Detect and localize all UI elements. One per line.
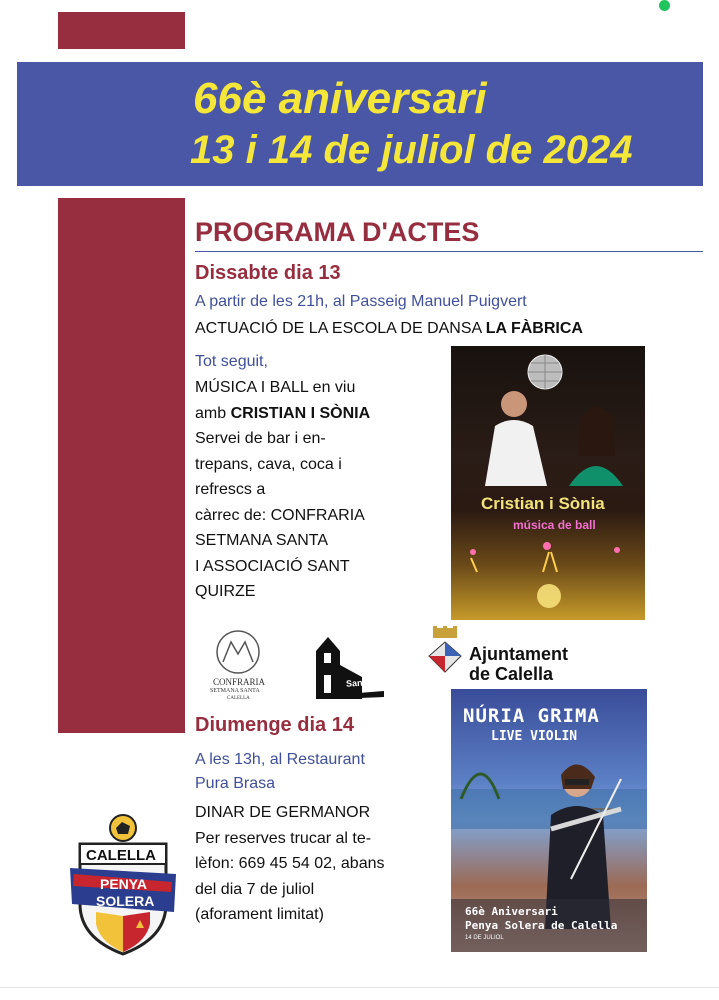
saturday-then: Tot seguit,: [195, 353, 268, 370]
sunday-lunch-block: [195, 800, 435, 928]
status-dot: [659, 0, 670, 11]
bar-line: trepans, cava, coca i: [195, 455, 342, 473]
bar-line: SETMANA SANTA: [195, 532, 329, 549]
poster2-name: NÚRIA GRIMA: [463, 705, 600, 727]
ajuntament-label: [469, 644, 568, 684]
with-line: amb CRISTIAN I SÒNIA: [195, 404, 371, 422]
confraria-sub2: CALELLA: [227, 696, 250, 701]
confraria-name: CONFRARIA: [213, 677, 266, 687]
poster1-subtitle: música de ball: [513, 518, 596, 532]
poster2-footer3: 14 DE JULIOL: [465, 935, 504, 941]
sunday-heading: Diumenge dia 14: [195, 714, 354, 736]
poster2-footer2: Penya Solera de Calella: [465, 919, 618, 932]
penya-solera-logo: [70, 812, 176, 958]
singer2-dress: [569, 466, 623, 486]
sunday-when: [195, 748, 365, 796]
church-icon: [312, 635, 387, 701]
bar-line: Servei de bar i en-: [195, 430, 326, 447]
sunday-line: del dia 7 de juliol: [195, 880, 315, 898]
penya-top: CALELLA: [86, 847, 156, 864]
banner-date: 13 i 14 de juliol de 2024: [190, 128, 633, 172]
saturday-music-block: [195, 375, 435, 605]
bar-line: càrrec de: CONFRARIA: [195, 506, 365, 524]
sunday-line: lèfon: 669 45 54 02, abans: [195, 855, 385, 872]
ajuntament-crest: [428, 626, 462, 678]
sunday-line: DINAR DE GERMANOR: [195, 804, 371, 821]
poster2-footer1: 66è Aniversari: [465, 905, 558, 918]
crest-icon: [428, 626, 462, 678]
saturday-dance-act: ACTUACIÓ DE LA ESCOLA DE DANSA LA FÀBRICA: [195, 320, 583, 337]
bar-line: QUIRZE: [195, 583, 256, 600]
ajuntament-line1: Ajuntament: [469, 644, 568, 664]
sant-quirze-logo: [312, 635, 397, 701]
left-maroon-sidebar: [58, 198, 185, 733]
penya-bottom: SOLERA: [96, 893, 155, 909]
program-title: PROGRAMA D'ACTES: [195, 217, 480, 247]
saturday-when: A partir de les 21h, al Passeig Manuel Puigvert: [195, 293, 527, 310]
confraria-sub1: SETMANA SANTA: [210, 688, 260, 694]
bar-line: I ASSOCIACIÓ SANT: [195, 557, 350, 575]
confraria-logo: [205, 628, 271, 708]
poster1-name: Cristian i Sònia: [481, 494, 605, 513]
anniversary-banner: [17, 62, 703, 186]
nuria-grima-poster: [451, 689, 647, 952]
saturday-heading: Dissabte dia 13: [195, 262, 341, 284]
dancers-icon: [470, 542, 620, 572]
ajuntament-line2: de Calella: [469, 664, 554, 684]
sunday-line: Per reserves trucar al te-: [195, 829, 372, 847]
bottom-divider: [0, 987, 719, 988]
sunday-when-line: A les 13h, al Restaurant: [195, 751, 365, 768]
cristian-sonia-poster: [451, 346, 645, 620]
sunday-when-line: Pura Brasa: [195, 775, 276, 792]
penya-mid: PENYA: [100, 876, 147, 892]
bar-line: refrescs a: [195, 481, 266, 498]
title-divider: [195, 251, 703, 252]
banner-title: 66è aniversari: [193, 74, 487, 123]
confraria-emblem-icon: [205, 628, 271, 678]
sant-quirze-label: Sant Quirze: [345, 675, 397, 689]
singer-head: [501, 391, 527, 417]
singer-jacket: [485, 420, 547, 486]
poster2-subtitle: LIVE VIOLIN: [491, 729, 578, 744]
poster-illustration: [451, 346, 645, 620]
music-line: MÚSICA I BALL en viu: [195, 379, 356, 396]
top-maroon-bar: [58, 12, 185, 49]
sunday-line: (aforament limitat): [195, 906, 324, 923]
